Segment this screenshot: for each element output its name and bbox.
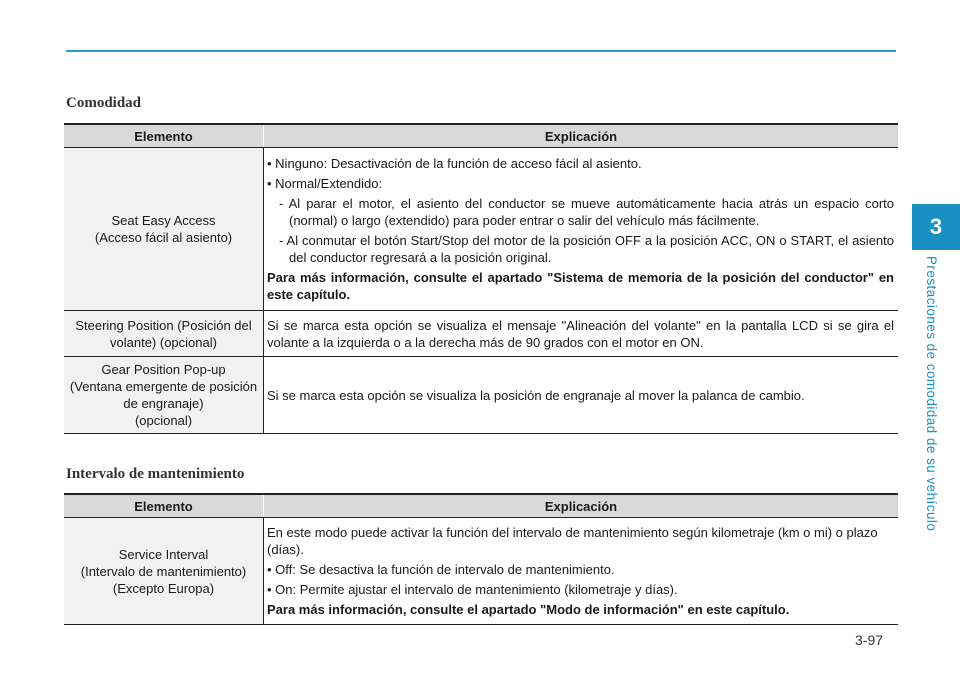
element-cell: Seat Easy Access (Acceso fácil al asiento) — [64, 148, 264, 311]
text-line: • Off: Se desactiva la función de intervalo de mantenimiento. — [267, 562, 615, 577]
explanation-cell — [264, 311, 899, 357]
text-line: En este modo puede activar la función del intervalo de mantenimiento según kilometraje (km o mi) o plazo (días). — [267, 525, 878, 557]
element-cell: Gear Position Pop-up (Ventana emergente de posición de engranaje) (opcional) — [64, 357, 264, 434]
header-elemento: Elemento — [64, 494, 264, 518]
table-intervalo — [64, 493, 898, 625]
page-number: 3-97 — [855, 632, 884, 648]
table-comodidad — [64, 123, 898, 434]
table-row — [64, 311, 898, 357]
chapter-tab — [912, 204, 960, 250]
text-line: Si se marca esta opción se visualiza la posición de engranaje al mover la palanca de cambio. — [267, 387, 805, 403]
chapter-number: 3 — [929, 214, 943, 239]
header-explicacion: Explicación — [264, 124, 899, 148]
explanation-cell — [264, 148, 899, 311]
table-row — [64, 357, 898, 434]
table-row — [64, 148, 898, 311]
explanation-cell — [264, 518, 899, 625]
text-line: Si se marca esta opción se visualiza el mensaje "Alineación del volante" en la pantalla LCD si se gira el volante a la izquierda o a la derecha más de 90 grados con el motor en ON. — [267, 317, 894, 350]
text-line: - Al conmutar el botón Start/Stop del motor de la posición OFF a la posición ACC, ON o START, el asiento del conductor regresará a la posición original. — [279, 233, 894, 265]
top-rule — [66, 50, 896, 52]
chapter-title: Prestaciones de comodidad de su vehículo — [924, 256, 939, 532]
explanation-cell — [264, 357, 899, 434]
section-title-comodidad: Comodidad — [66, 95, 142, 111]
section-title-intervalo: Intervalo de mantenimiento — [66, 466, 245, 482]
text-line: Para más información, consulte el apartado "Sistema de memoria de la posición del conductor" en este capítulo. — [267, 270, 894, 302]
text-line: Para más información, consulte el apartado "Modo de información" en este capítulo. — [267, 602, 790, 617]
header-explicacion: Explicación — [264, 494, 899, 518]
chapter-title-vertical — [924, 256, 939, 536]
table-row — [64, 518, 898, 625]
text-line: - Al parar el motor, el asiento del conductor se mueve automáticamente hacia atrás un espacio corto (normal) o largo (extendido) para poder entrar o salir del vehículo más fácilmente. — [279, 196, 894, 228]
text-line: • Normal/Extendido: — [267, 176, 383, 191]
text-line: • On: Permite ajustar el intervalo de mantenimiento (kilometraje y días). — [267, 582, 678, 597]
header-elemento: Elemento — [64, 124, 264, 148]
text-line: • Ninguno: Desactivación de la función de acceso fácil al asiento. — [267, 156, 642, 171]
element-cell: Steering Position (Posición del volante) (opcional) — [64, 311, 264, 357]
element-cell: Service Interval (Intervalo de mantenimiento) (Excepto Europa) — [64, 518, 264, 625]
